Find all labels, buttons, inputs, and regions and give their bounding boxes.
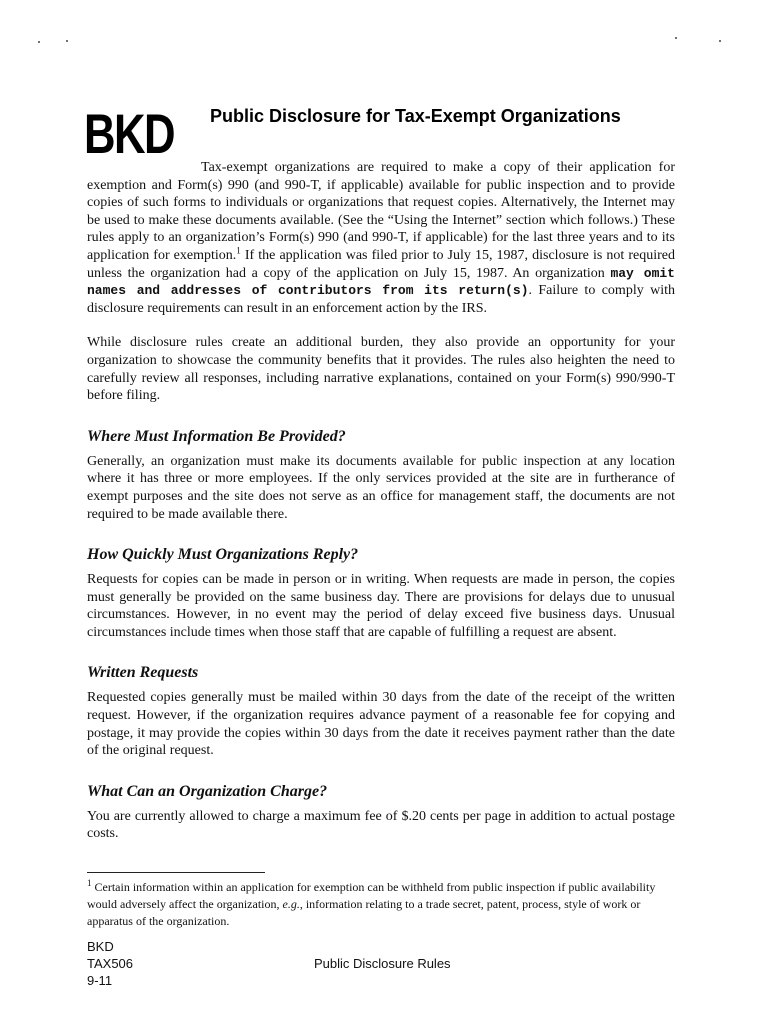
scan-speck [675, 37, 677, 39]
footnote-em: e.g. [282, 897, 300, 911]
footnote [87, 879, 677, 930]
intro-text-c: . Failure to comply with disclosure requirements can result in an enforcement action by the IRS. [87, 283, 675, 316]
footer-line-code: TAX506 [87, 956, 134, 971]
section-heading-charge: What Can an Organization Charge? [87, 782, 328, 800]
footer-line-company: BKD [87, 939, 114, 954]
section-body-charge: You are currently allowed to charge a maximum fee of $.20 cents per page in addition to actual postage costs. [87, 808, 675, 842]
section-body-where: Generally, an organization must make its documents available for public inspection at any location where it has three or more employees. If the only services provided at the site are in furtherance of exempt purposes and the site does not serve as an office for management staff, the documents are not required to be made available there. [87, 453, 675, 522]
footnote-marker: 1 [87, 878, 92, 888]
section-body-written-requests: Requested copies generally must be mailed within 30 days from the date of the receipt of the written request. However, if the organization requires advance payment of a reasonable fee for copying and postage, it may provide the copies within 30 days from the date it receives payment rather than the date of the original request. [87, 690, 675, 759]
footer-doc-code [87, 938, 133, 989]
section-body-how-quickly: Requests for copies can be made in person or in writing. When requests are made in person, the copies must generally be provided on the same business day. There are provisions for delays due to unusual circumstances. However, in no event may the period of delay exceed five business days. Unusual circumstances include times when those staff that are capable of fulfilling a request are absent. [87, 572, 675, 640]
scan-speck [66, 40, 68, 42]
footnote-text-b: , information relating to a trade secret, patent, process, style of work or apparatus of the organization. [87, 897, 641, 928]
footer-title: Public Disclosure Rules [314, 956, 451, 971]
page-title: Public Disclosure for Tax-Exempt Organizations [210, 106, 621, 126]
footnote-text-a: Certain information within an application for exemption can be withheld from public inspection if public availability would adversely affect the organization, [87, 880, 656, 911]
section-heading-where: Where Must Information Be Provided? [87, 427, 346, 445]
section-heading-how-quickly: How Quickly Must Organizations Reply? [87, 546, 359, 564]
bkd-logo: BKD [84, 102, 174, 165]
intro-paragraph-2: While disclosure rules create an additional burden, they also provide an opportunity for your organization to showcase the community benefits that it provides. The rules also heighten the need to carefully review all responses, including narrative explanations, contained on your Form(s) 990/990-T before filing. [87, 335, 675, 404]
intro-text-b: If the application was filed prior to July 15, 1987, disclosure is not required unless the organization had a copy of the application on July 15, 1987. An organization [87, 247, 675, 281]
footer-line-date: 9-11 [87, 973, 113, 988]
scan-speck [38, 41, 40, 43]
intro-paragraph [87, 159, 675, 317]
section-heading-written-requests: Written Requests [87, 664, 199, 682]
scan-speck [719, 40, 721, 42]
footnote-divider [87, 872, 265, 873]
intro-text-a: Tax-exempt organizations are required to make a copy of their application for exemption and Form(s) 990 (and 990-T, if applicable) available for public inspection and to provide copies of such forms to individuals or organizations that request copies. Alternatively, the Internet may be used to make these documents available. (See the “Using the Internet” section which follows.) These rules apply to an organization’s Form(s) 990 (and 990-T, if applicable) for the last three years and to its application for exemption. [87, 160, 675, 263]
document-body [87, 159, 675, 843]
footnote-ref: 1 [236, 245, 241, 256]
intro-bold-text: may omit names and addresses of contributors from its return(s) [87, 265, 675, 299]
